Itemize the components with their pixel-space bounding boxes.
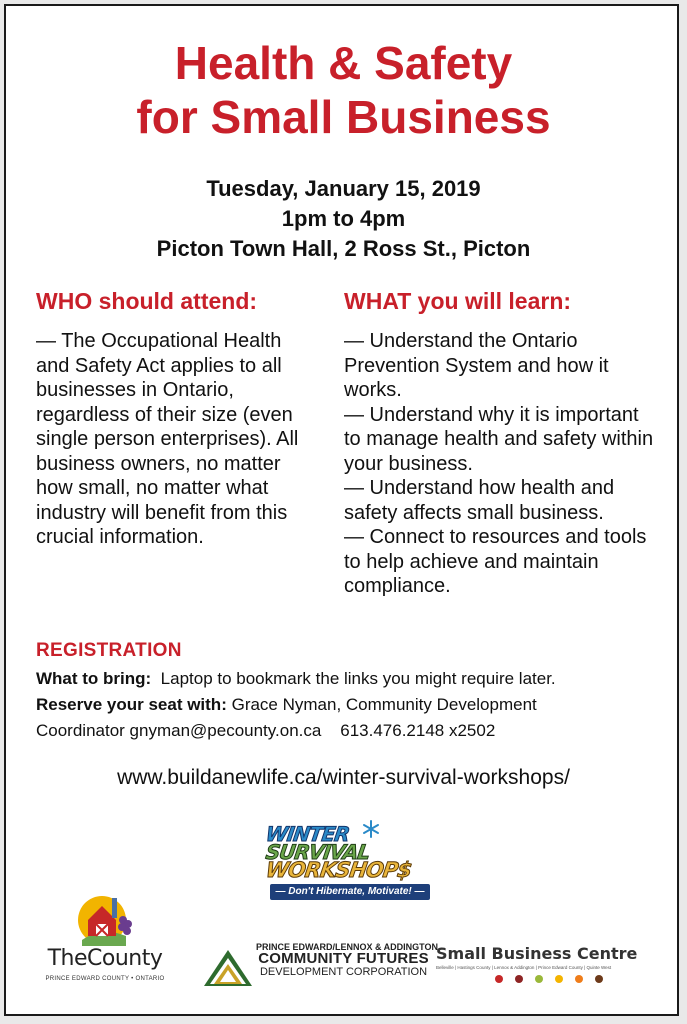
event-date: Tuesday, January 15, 2019 bbox=[206, 176, 481, 201]
what-line: — Understand why it is important bbox=[344, 403, 639, 426]
contact-line bbox=[36, 718, 656, 744]
wsw-line-1: WINTER bbox=[264, 822, 351, 846]
website-link[interactable]: www.buildanewlife.ca/winter-survival-workshops/ bbox=[117, 766, 570, 789]
small-business-centre-logo bbox=[436, 944, 661, 994]
what-line: to help achieve and maintain bbox=[344, 550, 599, 573]
what-line: your business. bbox=[344, 452, 473, 475]
sbc-dots bbox=[436, 975, 661, 983]
sbc-dot bbox=[495, 975, 503, 983]
cf-line-1: PRINCE EDWARD/LENNOX & ADDINGTON bbox=[256, 942, 439, 952]
flyer-page bbox=[4, 4, 679, 1016]
cf-line-3: DEVELOPMENT CORPORATION bbox=[259, 966, 428, 978]
who-heading: WHO should attend: bbox=[36, 288, 258, 314]
title-line-2: for Small Business bbox=[136, 91, 551, 143]
who-line: regardless of their size (even bbox=[36, 403, 293, 426]
what-line: to manage health and safety within bbox=[344, 428, 654, 450]
flyer-title bbox=[6, 36, 681, 144]
reserve-label: Reserve your seat with: bbox=[36, 695, 227, 714]
who-line: industry will benefit from this bbox=[36, 501, 288, 524]
event-details bbox=[6, 174, 681, 264]
bring-label: What to bring: bbox=[36, 669, 152, 688]
wsw-line-2: SURVIVAL bbox=[264, 840, 371, 864]
winter-survival-logo bbox=[264, 822, 444, 902]
sbc-dot bbox=[555, 975, 563, 983]
the-county-logo bbox=[30, 890, 180, 990]
sbc-dot bbox=[515, 975, 523, 983]
phone-number[interactable]: 613.476.2148 x2502 bbox=[340, 721, 496, 740]
who-line: crucial information. bbox=[36, 526, 204, 548]
what-line: — Understand the Ontario bbox=[344, 330, 578, 352]
cf-text bbox=[256, 942, 439, 978]
what-line: — Understand how health and bbox=[344, 477, 615, 499]
cf-line-2: COMMUNITY FUTURES bbox=[258, 950, 429, 967]
title-line-1: Health & Safety bbox=[174, 37, 513, 89]
bring-text: Laptop to bookmark the links you might require later. bbox=[160, 669, 556, 688]
sbc-subtitle: Belleville | Hastings County | Lennox & Addington | Prince Edward County | Quinte West bbox=[436, 965, 612, 970]
coordinator-email[interactable]: Coordinator gnyman@pecounty.on.ca bbox=[36, 721, 322, 740]
what-heading: WHAT you will learn: bbox=[344, 288, 572, 314]
event-location: Picton Town Hall, 2 Ross St., Picton bbox=[156, 236, 531, 261]
sbc-dot bbox=[595, 975, 603, 983]
triangle-stripes-icon bbox=[202, 948, 254, 988]
what-line: Prevention System and how it bbox=[344, 354, 609, 377]
what-line: works. bbox=[344, 379, 402, 401]
community-futures-logo bbox=[198, 942, 439, 992]
sbc-dot bbox=[535, 975, 543, 983]
county-subtitle: PRINCE EDWARD COUNTY • ONTARIO bbox=[45, 976, 165, 982]
what-to-bring bbox=[36, 666, 656, 692]
who-line: single person enterprises). All bbox=[36, 428, 299, 450]
registration-details bbox=[36, 666, 656, 744]
who-body bbox=[36, 329, 326, 550]
who-line: — The Occupational Health bbox=[36, 330, 282, 352]
who-line: how small, no matter what bbox=[36, 477, 269, 499]
what-line: safety affects small business. bbox=[344, 501, 604, 524]
who-line: business owners, no matter bbox=[36, 452, 281, 475]
who-line: businesses in Ontario, bbox=[36, 379, 234, 401]
what-line: — Connect to resources and tools bbox=[344, 526, 647, 548]
what-body bbox=[344, 329, 674, 599]
reserve-text: Grace Nyman, Community Development bbox=[231, 695, 537, 714]
wsw-line-3: WORKSHOP$ bbox=[264, 858, 413, 882]
sbc-title: Small Business Centre bbox=[436, 944, 638, 963]
county-name: TheCounty bbox=[47, 946, 163, 971]
wsw-tagline: — Don't Hibernate, Motivate! — bbox=[270, 884, 430, 900]
reserve-seat bbox=[36, 692, 656, 718]
snowflake-icon bbox=[362, 820, 380, 838]
sbc-dot bbox=[575, 975, 583, 983]
what-line: compliance. bbox=[344, 575, 451, 597]
event-time: 1pm to 4pm bbox=[281, 206, 406, 231]
registration-heading: REGISTRATION bbox=[36, 640, 182, 661]
who-line: and Safety Act applies to all bbox=[36, 354, 282, 377]
barn-grapes-icon bbox=[76, 890, 134, 946]
